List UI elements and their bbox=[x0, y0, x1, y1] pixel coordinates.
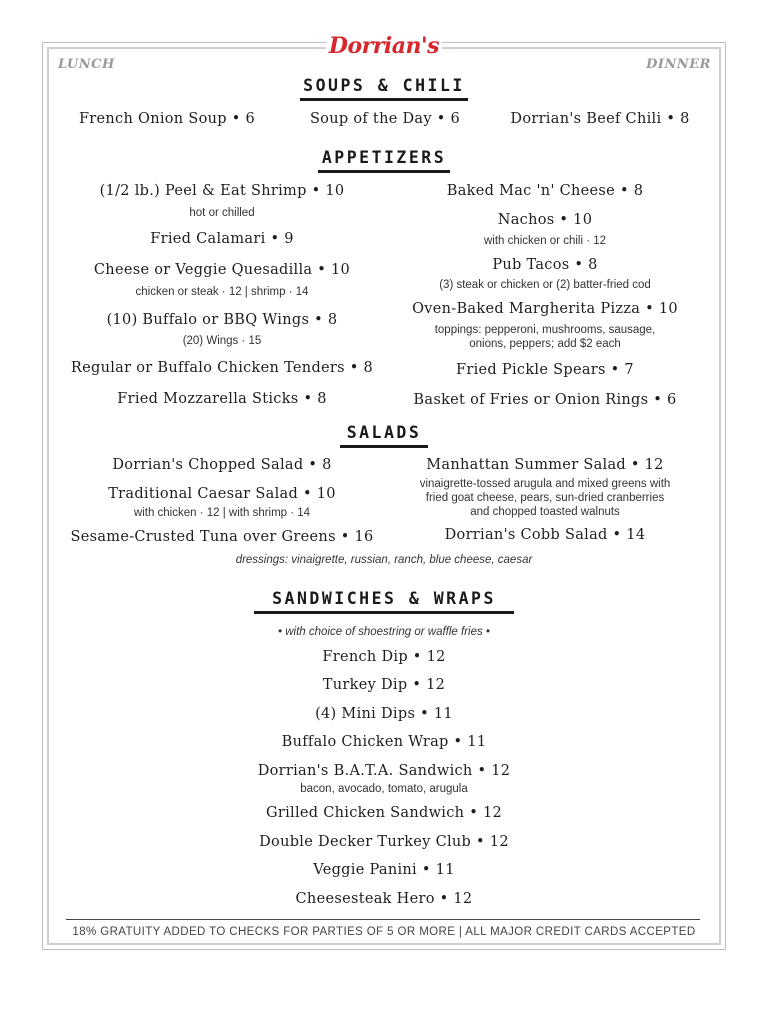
menu-item: Double Decker Turkey Club • 12 bbox=[259, 834, 509, 850]
item-note: chicken or steak · 12 | shrimp · 14 bbox=[135, 286, 309, 298]
heading-rule bbox=[318, 170, 450, 173]
item-note: with chicken or chili · 12 bbox=[483, 235, 607, 247]
menu-item: Fried Pickle Spears • 7 bbox=[456, 362, 634, 378]
menu-item: Buffalo Chicken Wrap • 11 bbox=[281, 734, 487, 750]
menu-item: Sesame-Crusted Tuna over Greens • 16 bbox=[70, 529, 374, 545]
dorrians-logo: Dorrian's bbox=[326, 30, 442, 62]
menu-item: Cheesesteak Hero • 12 bbox=[295, 891, 473, 907]
menu-item: Dorrian's Beef Chili • 8 bbox=[510, 111, 690, 127]
menu-item: French Onion Soup • 6 bbox=[78, 111, 256, 127]
item-note: (3) steak or chicken or (2) batter-fried cod bbox=[439, 279, 651, 291]
menu-item: Turkey Dip • 12 bbox=[322, 677, 446, 693]
menu-item: Oven-Baked Margherita Pizza • 10 bbox=[412, 301, 678, 317]
heading-rule bbox=[340, 445, 428, 448]
heading-text: SANDWICHES & WRAPS bbox=[272, 589, 496, 608]
menu-item: Fried Calamari • 9 bbox=[150, 231, 294, 247]
heading-rule bbox=[300, 98, 468, 101]
item-note: with chicken · 12 | with shrimp · 14 bbox=[133, 507, 311, 519]
dressings-note: dressings: vinaigrette, russian, ranch, blue cheese, caesar bbox=[235, 554, 533, 566]
menu-item: Regular or Buffalo Chicken Tenders • 8 bbox=[70, 360, 374, 376]
heading-rule bbox=[254, 611, 514, 614]
fries-note: • with choice of shoestring or waffle fries • bbox=[278, 626, 490, 638]
menu-item: Veggie Panini • 11 bbox=[313, 862, 455, 878]
item-note: bacon, avocado, tomato, arugula bbox=[300, 783, 468, 795]
heading-text: SALADS bbox=[346, 423, 422, 442]
item-note: and chopped toasted walnuts bbox=[470, 506, 620, 518]
menu-item: Manhattan Summer Salad • 12 bbox=[426, 457, 664, 473]
menu-item: Dorrian's Chopped Salad • 8 bbox=[112, 457, 332, 473]
heading-text: SOUPS & CHILI bbox=[303, 76, 465, 95]
lunch-label: LUNCH bbox=[58, 57, 115, 72]
item-note: vinaigrette-tossed arugula and mixed greens with bbox=[419, 478, 671, 490]
section-heading-sandwiches bbox=[254, 589, 514, 614]
item-note: fried goat cheese, pears, sun-dried cranberries bbox=[425, 492, 665, 504]
item-note: toppings: pepperoni, mushrooms, sausage, bbox=[434, 324, 656, 336]
menu-item: Nachos • 10 bbox=[497, 212, 593, 228]
heading-text: APPETIZERS bbox=[321, 148, 447, 167]
menu-item: Cheese or Veggie Quesadilla • 10 bbox=[93, 262, 351, 278]
item-note: (20) Wings · 15 bbox=[182, 335, 262, 347]
section-heading-appetizers bbox=[318, 148, 450, 173]
section-heading-soups bbox=[300, 76, 468, 101]
menu-item: Soup of the Day • 6 bbox=[309, 111, 461, 127]
menu-item: Pub Tacos • 8 bbox=[492, 257, 598, 273]
menu-item: Dorrian's B.A.T.A. Sandwich • 12 bbox=[257, 763, 511, 779]
menu-item: (1/2 lb.) Peel & Eat Shrimp • 10 bbox=[99, 183, 345, 199]
menu-item: Basket of Fries or Onion Rings • 6 bbox=[413, 392, 677, 408]
menu-item: Baked Mac 'n' Cheese • 8 bbox=[446, 183, 644, 199]
dinner-label: DINNER bbox=[646, 57, 711, 72]
menu-item: Fried Mozzarella Sticks • 8 bbox=[117, 391, 327, 407]
menu-item: (4) Mini Dips • 11 bbox=[315, 706, 453, 722]
footer-notice: 18% GRATUITY ADDED TO CHECKS FOR PARTIES OF 5 OR MORE | ALL MAJOR CREDIT CARDS ACCEPTED bbox=[72, 926, 696, 938]
menu-item: Traditional Caesar Salad • 10 bbox=[108, 486, 336, 502]
menu-item: Dorrian's Cobb Salad • 14 bbox=[444, 527, 646, 543]
menu-item: Grilled Chicken Sandwich • 12 bbox=[265, 805, 503, 821]
menu-item: (10) Buffalo or BBQ Wings • 8 bbox=[106, 312, 338, 328]
item-note: hot or chilled bbox=[189, 207, 255, 219]
item-note: onions, peppers; add $2 each bbox=[469, 338, 621, 350]
menu-item: French Dip • 12 bbox=[322, 649, 446, 665]
footer-divider bbox=[66, 919, 700, 920]
section-heading-salads bbox=[340, 423, 428, 448]
